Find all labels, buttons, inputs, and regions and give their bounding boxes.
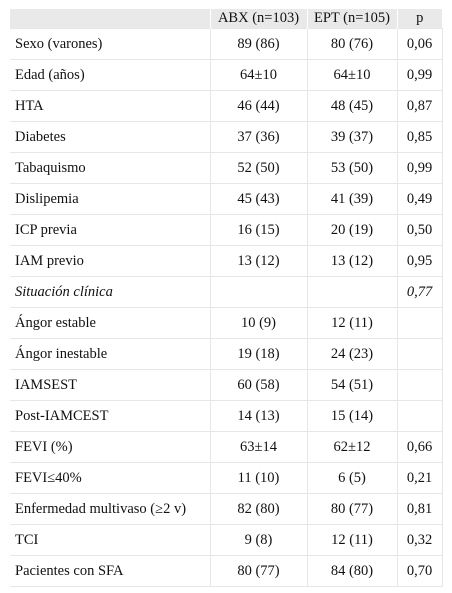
ept-value: 41 (39)	[307, 184, 397, 215]
abx-value: 46 (44)	[210, 91, 307, 122]
p-value	[397, 401, 442, 432]
p-value: 0,99	[397, 60, 442, 91]
row-label: FEVI (%)	[10, 432, 210, 463]
p-value: 0,50	[397, 215, 442, 246]
table-body	[10, 29, 442, 587]
ept-value: 84 (80)	[307, 556, 397, 587]
p-value: 0,06	[397, 29, 442, 60]
table-row	[10, 246, 442, 277]
p-value: 0,95	[397, 246, 442, 277]
row-label: Enfermedad multivaso (≥2 v)	[10, 494, 210, 525]
abx-value: 11 (10)	[210, 463, 307, 494]
abx-value: 16 (15)	[210, 215, 307, 246]
p-value: 0,21	[397, 463, 442, 494]
table-row	[10, 494, 442, 525]
row-label: FEVI≤40%	[10, 463, 210, 494]
row-label: Sexo (varones)	[10, 29, 210, 60]
table-row	[10, 401, 442, 432]
header-abx: ABX (n=103)	[210, 9, 307, 29]
table-row	[10, 215, 442, 246]
row-label: Edad (años)	[10, 60, 210, 91]
table-row	[10, 525, 442, 556]
table-row	[10, 370, 442, 401]
table-row	[10, 339, 442, 370]
row-label: Tabaquismo	[10, 153, 210, 184]
baseline-characteristics-table	[10, 9, 443, 587]
p-value: 0,77	[397, 277, 442, 308]
header-ept: EPT (n=105)	[307, 9, 397, 29]
row-label: Diabetes	[10, 122, 210, 153]
ept-value: 80 (77)	[307, 494, 397, 525]
table-row	[10, 91, 442, 122]
ept-value: 12 (11)	[307, 308, 397, 339]
table-row	[10, 184, 442, 215]
ept-value: 53 (50)	[307, 153, 397, 184]
ept-value: 20 (19)	[307, 215, 397, 246]
row-label: Pacientes con SFA	[10, 556, 210, 587]
ept-value: 54 (51)	[307, 370, 397, 401]
abx-value: 63±14	[210, 432, 307, 463]
abx-value: 13 (12)	[210, 246, 307, 277]
row-label: Ángor estable	[10, 308, 210, 339]
p-value	[397, 370, 442, 401]
row-label: HTA	[10, 91, 210, 122]
table-row	[10, 432, 442, 463]
p-value: 0,81	[397, 494, 442, 525]
ept-value: 24 (23)	[307, 339, 397, 370]
ept-value: 15 (14)	[307, 401, 397, 432]
abx-value: 80 (77)	[210, 556, 307, 587]
p-value: 0,70	[397, 556, 442, 587]
abx-value: 9 (8)	[210, 525, 307, 556]
row-label: ICP previa	[10, 215, 210, 246]
row-label: Dislipemia	[10, 184, 210, 215]
table-row	[10, 308, 442, 339]
row-label: Ángor inestable	[10, 339, 210, 370]
ept-value: 6 (5)	[307, 463, 397, 494]
p-value: 0,85	[397, 122, 442, 153]
row-label: Post-IAMCEST	[10, 401, 210, 432]
table-row	[10, 29, 442, 60]
p-value: 0,87	[397, 91, 442, 122]
abx-value: 45 (43)	[210, 184, 307, 215]
p-value	[397, 308, 442, 339]
row-label: TCI	[10, 525, 210, 556]
abx-value: 82 (80)	[210, 494, 307, 525]
abx-value: 60 (58)	[210, 370, 307, 401]
table-row	[10, 122, 442, 153]
header-p: p	[397, 9, 442, 29]
row-label: IAMSEST	[10, 370, 210, 401]
ept-value: 48 (45)	[307, 91, 397, 122]
p-value: 0,49	[397, 184, 442, 215]
p-value: 0,32	[397, 525, 442, 556]
ept-value: 64±10	[307, 60, 397, 91]
ept-value: 13 (12)	[307, 246, 397, 277]
abx-value: 19 (18)	[210, 339, 307, 370]
abx-value: 89 (86)	[210, 29, 307, 60]
p-value: 0,66	[397, 432, 442, 463]
ept-value: 39 (37)	[307, 122, 397, 153]
table-row	[10, 277, 442, 308]
ept-value: 12 (11)	[307, 525, 397, 556]
abx-value: 37 (36)	[210, 122, 307, 153]
abx-value	[210, 277, 307, 308]
table-header-row	[10, 9, 442, 29]
ept-value	[307, 277, 397, 308]
abx-value: 64±10	[210, 60, 307, 91]
abx-value: 52 (50)	[210, 153, 307, 184]
row-label: Situación clínica	[10, 277, 210, 308]
table-row	[10, 463, 442, 494]
table-row	[10, 153, 442, 184]
table-row	[10, 556, 442, 587]
header-label	[10, 9, 210, 29]
p-value: 0,99	[397, 153, 442, 184]
abx-value: 14 (13)	[210, 401, 307, 432]
ept-value: 80 (76)	[307, 29, 397, 60]
table-row	[10, 60, 442, 91]
row-label: IAM previo	[10, 246, 210, 277]
ept-value: 62±12	[307, 432, 397, 463]
p-value	[397, 339, 442, 370]
abx-value: 10 (9)	[210, 308, 307, 339]
